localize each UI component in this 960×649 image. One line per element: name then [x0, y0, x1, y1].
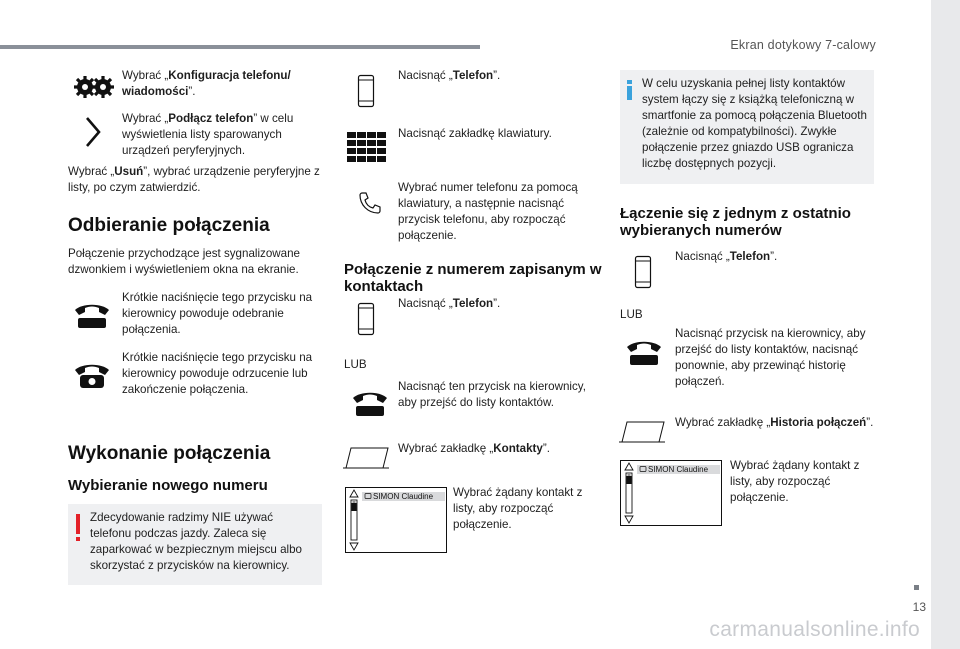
phone-icon — [357, 74, 375, 108]
instruction-config: Wybrać „Konfiguracja telefonu/ wiadomości”. — [122, 69, 291, 98]
contact-list-screen-icon — [620, 460, 722, 526]
double-gear-icon — [72, 70, 116, 104]
step-choose-contact: Wybrać żądany kontakt z listy, aby rozpocząć połączenie. — [453, 486, 583, 531]
steering-phone-button-icon — [624, 337, 664, 369]
contact-name-label: SIMON Claudine — [373, 492, 434, 501]
step-press-phone: Nacisnąć „Telefon”. — [398, 69, 501, 82]
steering-phone-button-icon — [350, 388, 390, 420]
keypad-icon — [347, 132, 387, 162]
handset-outline-icon — [357, 190, 383, 216]
page-marker — [914, 585, 919, 590]
hang-up-icon — [72, 360, 112, 392]
phone-icon — [357, 302, 375, 336]
phone-icon — [634, 255, 652, 289]
step-press-phone-2: Nacisnąć „Telefon”. — [398, 297, 501, 310]
or-label: LUB — [344, 358, 367, 371]
info-box — [620, 70, 874, 184]
answering-intro: Połączenie przychodzące jest sygnalizowane dzwonkiem i wyświetleniem okna na ekranie. — [68, 247, 301, 276]
step-press-phone-3: Nacisnąć „Telefon”. — [675, 250, 778, 263]
tab-outline-icon — [619, 421, 665, 443]
warning-text: Zdecydowanie radzimy NIE używać telefonu podczas jazdy. Zaleca się zaparkować w bezpiecznym miejscu albo skorzystać z przycisków na kierownicy. — [90, 511, 302, 572]
contact-list-screen-icon — [345, 487, 447, 553]
step-keypad-tab: Nacisnąć zakładkę klawiatury. — [398, 127, 552, 140]
header-rule — [0, 45, 480, 49]
step-steering-history: Nacisnąć przycisk na kierownicy, aby przejść do listy kontaktów, nacisnąć ponownie, aby przewinąć historię połączeń. — [675, 327, 866, 388]
section-title-making-call: Wykonanie połączenia — [68, 443, 271, 464]
info-icon — [627, 80, 632, 84]
warning-box — [68, 504, 322, 585]
instruction-connect-phone: Wybrać „Podłącz telefon” w celu wyświetlenia listy sparowanych urządzeń peryferyjnych. — [122, 112, 294, 157]
answer-call-icon — [72, 300, 112, 332]
subsection-title-contacts: Połączenie z numerem zapisanym w kontaktach — [344, 261, 602, 295]
section-title-answering: Odbieranie połączenia — [68, 215, 270, 236]
page-number: 13 — [912, 600, 926, 614]
step-steering-button: Nacisnąć ten przycisk na kierownicy, aby przejść do listy kontaktów. — [398, 380, 586, 409]
page-header-title: Ekran dotykowy 7-calowy — [730, 38, 876, 52]
instruction-remove-device: Wybrać „Usuń”, wybrać urządzenie peryferyjne z listy, po czym zatwierdzić. — [68, 165, 320, 194]
or-label-2: LUB — [620, 308, 643, 321]
step-dial-number: Wybrać numer telefonu za pomocą klawiatury, a następnie nacisnąć przycisk telefonu, aby rozpocząć połączenie. — [398, 181, 578, 242]
contact-name-label: SIMON Claudine — [648, 465, 709, 474]
step-choose-contact-2: Wybrać żądany kontakt z listy, aby rozpocząć połączenie. — [730, 459, 860, 504]
step-contacts-tab: Wybrać zakładkę „Kontakty”. — [398, 442, 550, 455]
subsection-title-recent: Łączenie się z jednym z ostatnio wybieranych numerów — [620, 205, 851, 239]
tab-outline-icon — [343, 447, 389, 469]
warning-icon — [76, 514, 80, 534]
subsection-title-new-number: Wybieranie nowego numeru — [68, 477, 268, 494]
hang-up-text: Krótkie naciśnięcie tego przycisku na kierownicy powoduje odrzucenie lub zakończenie połączenia. — [122, 351, 313, 396]
chevron-right-icon — [84, 116, 102, 148]
watermark: carmanualsonline.info — [709, 618, 920, 641]
step-history-tab: Wybrać zakładkę „Historia połączeń”. — [675, 416, 874, 429]
info-text: W celu uzyskania pełnej listy kontaktów system łączy się z książką telefoniczną w smartfonie za pomocą połączenia Bluetooth (zależnie od kompatybilności). Zwykłe połączenie przez gniazdo USB ogranicza liczbę dostępnych pozycji. — [642, 77, 867, 170]
page-side-strip — [931, 0, 960, 649]
answer-call-text: Krótkie naciśnięcie tego przycisku na kierownicy powoduje odebranie połączenia. — [122, 291, 313, 336]
